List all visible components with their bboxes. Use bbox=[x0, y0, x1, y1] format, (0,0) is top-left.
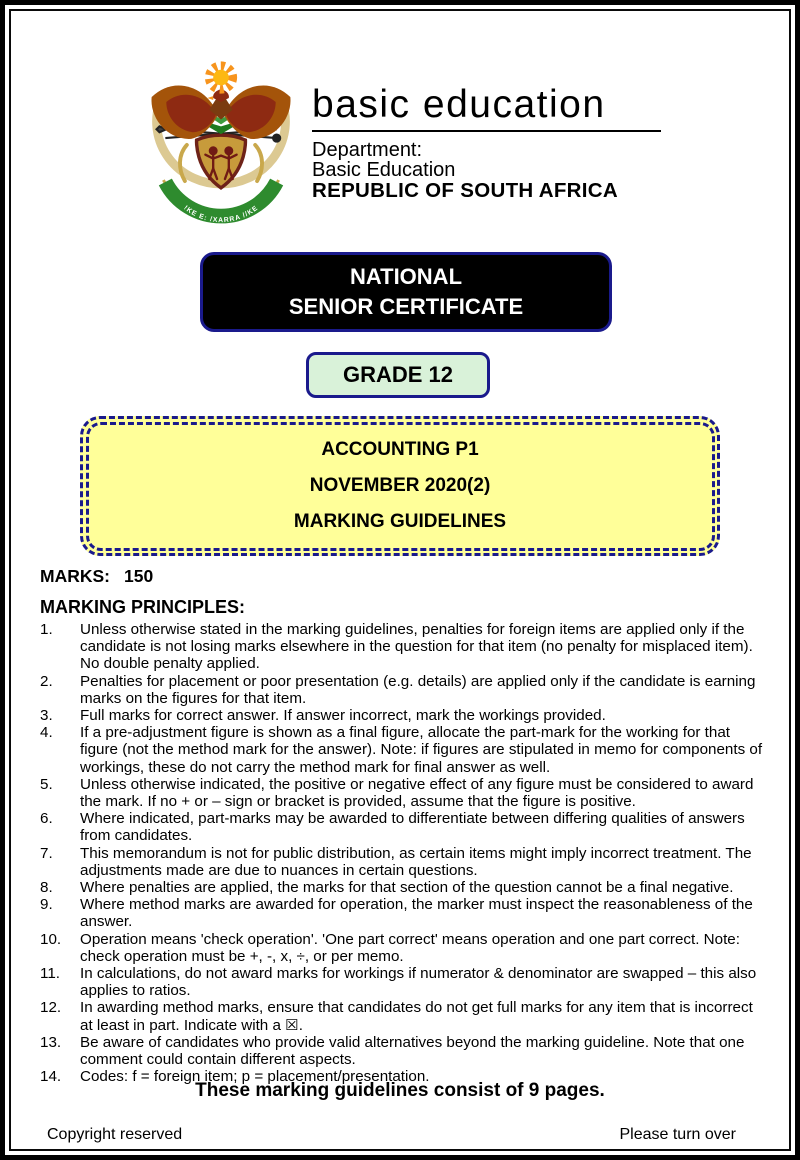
principle-item bbox=[40, 776, 764, 810]
nsc-line2: SENIOR CERTIFICATE bbox=[288, 294, 524, 319]
principle-text: If a pre-adjustment figure is shown as a final figure, allocate the part-mark for the working for that figure (not the method mark for the answer). Note: if figures are stipulated in memo for components of workings, these do not carry the method mark for final answer as well. bbox=[80, 724, 763, 776]
coat-of-arms-logo bbox=[138, 54, 304, 228]
national-senior-certificate-banner bbox=[200, 252, 612, 332]
department-wordmark bbox=[312, 84, 664, 202]
principle-number: 14. bbox=[40, 1068, 62, 1086]
principle-number: 8. bbox=[40, 879, 53, 897]
exam-session: NOVEMBER 2020(2) bbox=[309, 475, 491, 496]
principle-number: 4. bbox=[40, 724, 53, 742]
footer-copyright: Copyright reserved bbox=[47, 1126, 183, 1143]
principle-text: Operation means 'check operation'. 'One part correct' means operation and one part correct. Note: check operation must be +, -, x, ÷, or per memo. bbox=[80, 930, 740, 965]
principle-text: Codes: f = foreign item; p = placement/presentation. bbox=[80, 1068, 430, 1086]
motto-text: !KE E: /XARRA //KE bbox=[182, 204, 260, 225]
principle-text: Full marks for correct answer. If answer incorrect, mark the workings provided. bbox=[80, 707, 606, 725]
principle-item bbox=[40, 724, 764, 776]
principle-text: In awarding method marks, ensure that candidates do not get full marks for any item that is incorrect at least in part. Indicate with a ☒. bbox=[80, 999, 753, 1034]
principle-item bbox=[40, 965, 764, 999]
principle-text: Unless otherwise indicated, the positive or negative effect of any figure must be considered to award the mark. If no + or – sign or bracket is provided, assume that the figure is positive. bbox=[80, 775, 754, 811]
principle-item bbox=[40, 673, 764, 707]
principle-text: Unless otherwise stated in the marking guidelines, penalties for foreign items are applied only if the candidate is not losing marks elsewhere in the question for that item (no penalty for misplaced item). No double penalty applied. bbox=[80, 621, 753, 673]
principle-text: Where indicated, part-marks may be awarded to differentiate between differing qualities of answers from candidates. bbox=[80, 810, 745, 845]
nsc-line1: NATIONAL bbox=[349, 264, 463, 290]
principle-number: 10. bbox=[40, 930, 62, 948]
exam-subject: ACCOUNTING P1 bbox=[321, 438, 479, 460]
principle-number: 12. bbox=[40, 999, 62, 1017]
principle-text: Be aware of candidates who provide valid alternatives beyond the marking guideline. Note that one comment could contain different aspects. bbox=[80, 1033, 745, 1069]
exam-doctype: MARKING GUIDELINES bbox=[293, 511, 507, 533]
pages-note: These marking guidelines consist of 9 pages. bbox=[195, 1080, 605, 1101]
principles-heading: MARKING PRINCIPLES: bbox=[40, 597, 246, 617]
principle-number: 7. bbox=[40, 844, 53, 862]
sun-icon bbox=[209, 66, 232, 89]
principle-item bbox=[40, 621, 764, 673]
dept-label: Department: bbox=[312, 138, 423, 161]
brand-rule bbox=[312, 130, 661, 132]
exam-title-box bbox=[80, 416, 720, 556]
dept-name: Basic Education bbox=[312, 158, 456, 181]
exam-title-box-inner bbox=[86, 422, 715, 551]
footer-turn-over: Please turn over bbox=[619, 1126, 736, 1143]
grade-banner bbox=[306, 352, 490, 398]
marks-row bbox=[40, 566, 153, 587]
principle-number: 5. bbox=[40, 775, 53, 793]
principle-item bbox=[40, 810, 764, 844]
principle-text: Penalties for placement or poor presentation (e.g. details) are applied only if the candidate is earning marks on the figures for that item. bbox=[80, 672, 756, 707]
marks-value: 150 bbox=[124, 566, 154, 586]
principle-item bbox=[40, 896, 764, 930]
principles-list bbox=[40, 621, 764, 1085]
principle-number: 1. bbox=[40, 621, 53, 638]
principle-item bbox=[40, 707, 764, 724]
principle-item bbox=[40, 931, 764, 965]
principle-item bbox=[40, 879, 764, 896]
principle-item bbox=[40, 845, 764, 879]
principle-number: 9. bbox=[40, 896, 53, 914]
principle-number: 11. bbox=[40, 965, 60, 983]
principle-text: In calculations, do not award marks for workings if numerator & denominator are swapped – this also applies to ratios. bbox=[80, 965, 757, 1000]
principle-text: Where method marks are awarded for operation, the marker must inspect the reasonableness of the answer. bbox=[80, 896, 753, 931]
brand-title: basic education bbox=[312, 83, 606, 126]
grade-label: GRADE 12 bbox=[342, 362, 454, 387]
principle-text: Where penalties are applied, the marks for that section of the question cannot be a final negative. bbox=[80, 879, 734, 897]
marks-label: MARKS: bbox=[40, 566, 110, 586]
principle-text: This memorandum is not for public distribution, as certain items might imply incorrect treatment. The adjustments made are due to nuances in certain questions. bbox=[80, 844, 752, 879]
principle-number: 13. bbox=[40, 1033, 62, 1051]
principle-number: 3. bbox=[40, 707, 53, 725]
country-name: REPUBLIC OF SOUTH AFRICA bbox=[312, 178, 618, 202]
principle-item bbox=[40, 999, 764, 1033]
principle-number: 6. bbox=[40, 810, 53, 828]
principle-item bbox=[40, 1034, 764, 1068]
principle-number: 2. bbox=[40, 672, 53, 690]
